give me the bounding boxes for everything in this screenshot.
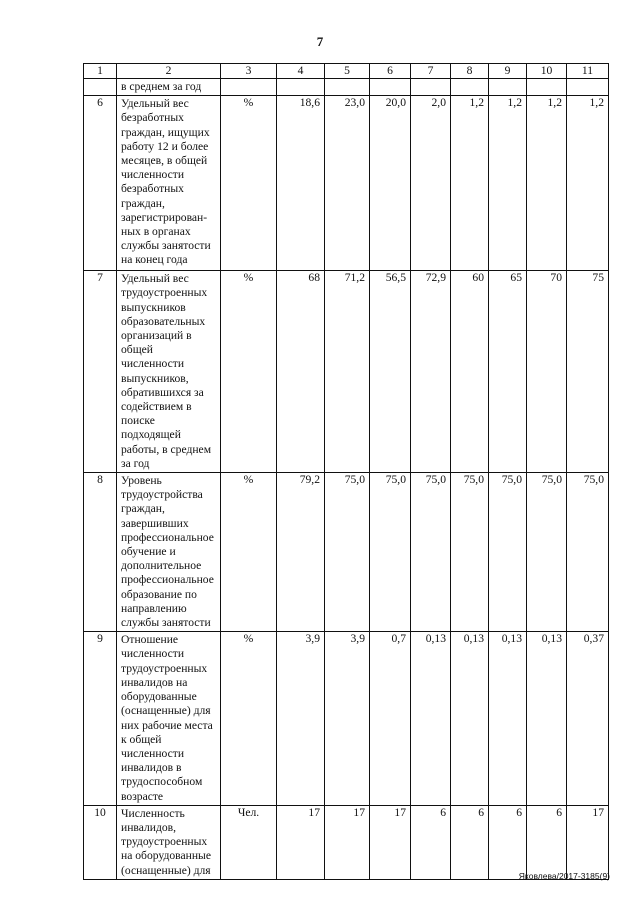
table-row (84, 271, 609, 473)
continuation-row (84, 79, 609, 96)
value-cell: 3,9 (325, 632, 370, 805)
unit-cell: % (221, 632, 277, 805)
row-number: 9 (84, 632, 117, 805)
header-cell: 5 (325, 64, 370, 79)
value-cell: 0,13 (527, 632, 567, 805)
row-number: 10 (84, 805, 117, 879)
value-cell: 75,0 (527, 473, 567, 632)
unit-cell: % (221, 96, 277, 271)
continuation-cell (527, 79, 567, 96)
row-number: 6 (84, 96, 117, 271)
table-row (84, 473, 609, 632)
value-cell: 75,0 (411, 473, 451, 632)
value-cell: 23,0 (325, 96, 370, 271)
indicator-name: Отношение численности трудоустроенных инвалидов на оборудованные (оснащенные) для них рабочие места к общей численности инвалидов в трудоспособном возрасте (117, 632, 221, 805)
continuation-text: в среднем за год (117, 79, 221, 96)
unit-cell: % (221, 271, 277, 473)
value-cell: 6 (527, 805, 567, 879)
value-cell: 71,2 (325, 271, 370, 473)
unit-cell: Чел. (221, 805, 277, 879)
value-cell: 1,2 (451, 96, 489, 271)
header-cell: 1 (84, 64, 117, 79)
header-cell: 9 (489, 64, 527, 79)
table-row (84, 96, 609, 271)
continuation-cell (489, 79, 527, 96)
indicator-name: Удельный вес безработных граждан, ищущих работу 12 и более месяцев, в общей численности безработных граждан, зарегистрирован-ных в органах службы занятости на конец года (117, 96, 221, 271)
value-cell: 75,0 (370, 473, 411, 632)
value-cell: 0,13 (489, 632, 527, 805)
value-cell: 17 (277, 805, 325, 879)
value-cell: 6 (411, 805, 451, 879)
table-row (84, 805, 609, 879)
value-cell: 79,2 (277, 473, 325, 632)
document-footer: Яковлева/2017-3185(9) (518, 871, 610, 881)
value-cell: 75,0 (489, 473, 527, 632)
indicator-name: Удельный вес трудоустроенных выпускников образовательных организаций в общей численности выпускников, обратившихся за содействием в поиске подходящей работы, в среднем за год (117, 271, 221, 473)
value-cell: 75,0 (451, 473, 489, 632)
value-cell: 56,5 (370, 271, 411, 473)
header-cell: 7 (411, 64, 451, 79)
value-cell: 3,9 (277, 632, 325, 805)
indicator-name: Численность инвалидов, трудоустроенных на оборудованные (оснащенные) для (117, 805, 221, 879)
indicators-table (83, 63, 609, 880)
continuation-cell (221, 79, 277, 96)
continuation-cell (370, 79, 411, 96)
value-cell: 70 (527, 271, 567, 473)
value-cell: 68 (277, 271, 325, 473)
value-cell: 75,0 (325, 473, 370, 632)
header-cell: 3 (221, 64, 277, 79)
table-row (84, 632, 609, 805)
unit-cell: % (221, 473, 277, 632)
value-cell: 0,13 (411, 632, 451, 805)
value-cell: 17 (325, 805, 370, 879)
value-cell: 17 (370, 805, 411, 879)
header-cell: 10 (527, 64, 567, 79)
continuation-cell (567, 79, 609, 96)
continuation-cell (84, 79, 117, 96)
row-number: 7 (84, 271, 117, 473)
header-cell: 8 (451, 64, 489, 79)
value-cell: 60 (451, 271, 489, 473)
continuation-cell (451, 79, 489, 96)
header-cell: 4 (277, 64, 325, 79)
header-cell: 11 (567, 64, 609, 79)
value-cell: 72,9 (411, 271, 451, 473)
value-cell: 2,0 (411, 96, 451, 271)
value-cell: 6 (489, 805, 527, 879)
value-cell: 0,7 (370, 632, 411, 805)
row-number: 8 (84, 473, 117, 632)
value-cell: 1,2 (567, 96, 609, 271)
continuation-cell (411, 79, 451, 96)
value-cell: 1,2 (527, 96, 567, 271)
page-number: 7 (316, 34, 324, 49)
value-cell: 20,0 (370, 96, 411, 271)
value-cell: 18,6 (277, 96, 325, 271)
value-cell: 0,13 (451, 632, 489, 805)
value-cell: 1,2 (489, 96, 527, 271)
value-cell: 65 (489, 271, 527, 473)
header-row (84, 64, 609, 79)
value-cell: 75 (567, 271, 609, 473)
header-cell: 6 (370, 64, 411, 79)
indicator-name: Уровень трудоустройства граждан, завершивших профессиональное обучение и дополнительное профессиональное образование по направлению службы занятости (117, 473, 221, 632)
value-cell: 0,37 (567, 632, 609, 805)
value-cell: 6 (451, 805, 489, 879)
value-cell: 17 (567, 805, 609, 879)
continuation-cell (325, 79, 370, 96)
continuation-cell (277, 79, 325, 96)
header-cell: 2 (117, 64, 221, 79)
value-cell: 75,0 (567, 473, 609, 632)
